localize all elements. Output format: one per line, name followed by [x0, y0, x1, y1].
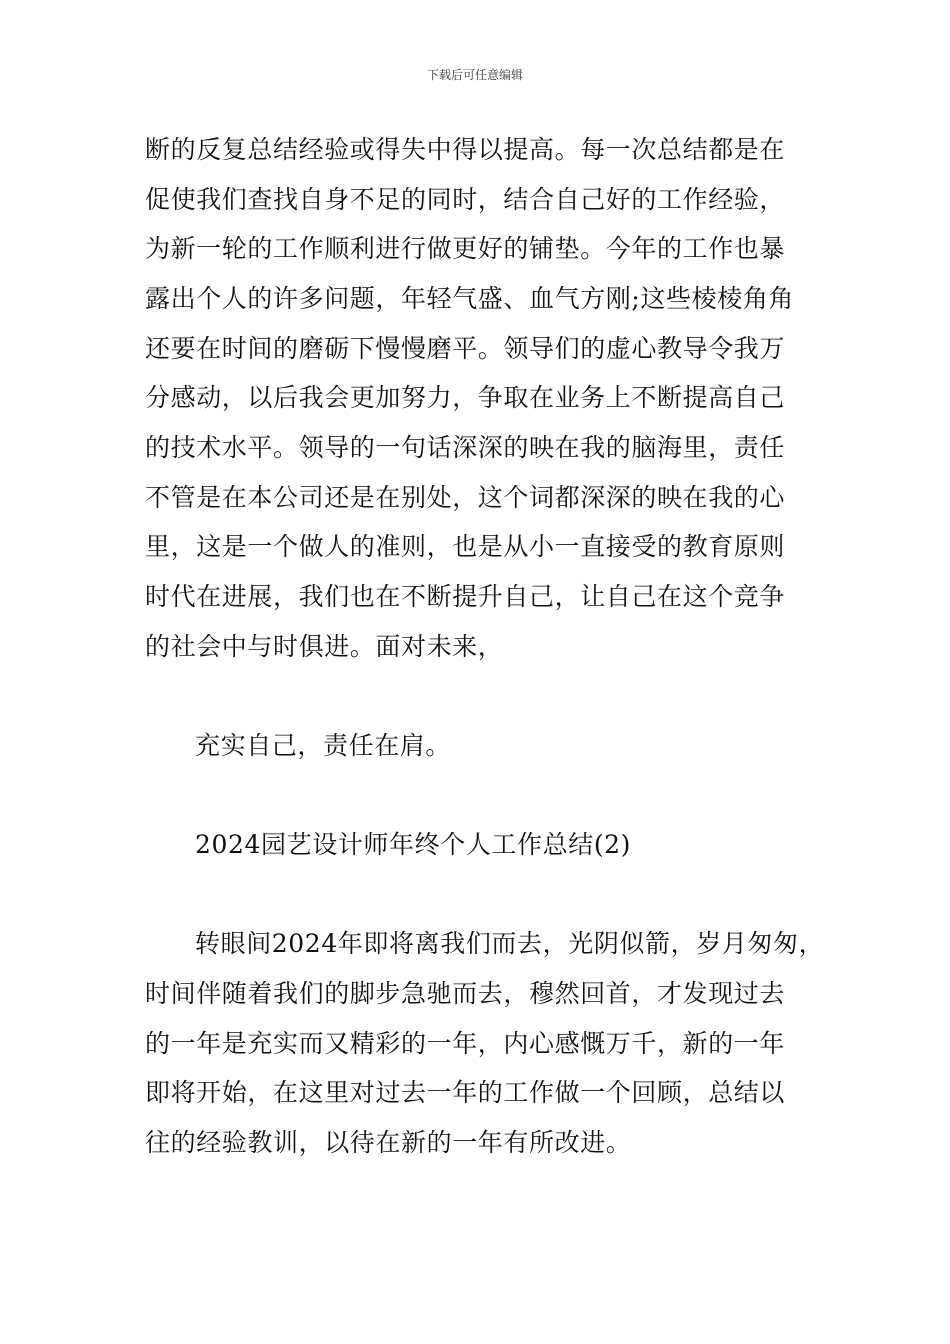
paragraph-line: 的社会中与时俱进。面对未来，: [145, 632, 504, 661]
paragraph-line: 还要在时间的磨砺下慢慢磨平。领导们的虚心教导令我万: [145, 334, 786, 363]
paragraph-line: 不管是在本公司还是在别处，这个词都深深的映在我的心: [145, 483, 786, 512]
paragraph-line: 分感动，以后我会更加努力，争取在业务上不断提高自己: [145, 383, 786, 412]
paragraph-line: 为新一轮的工作顺利进行做更好的铺垫。今年的工作也暴: [145, 234, 786, 263]
paragraph-short: 充实自己，责任在肩。: [195, 731, 452, 760]
section-title: 2024园艺设计师年终个人工作总结(2): [195, 830, 632, 859]
paragraph-line: 里，这是一个做人的准则，也是从小一直接受的教育原则: [145, 532, 786, 561]
paragraph-line: 时间伴随着我们的脚步急驰而去，穆然回首，才发现过去: [145, 979, 786, 1008]
paragraph-line: 转眼间2024年即将离我们而去，光阴似箭，岁月匆匆，: [195, 929, 825, 958]
paragraph-line: 促使我们查找自身不足的同时，结合自己好的工作经验，: [145, 185, 786, 214]
paragraph-line: 往的经验教训，以待在新的一年有所改进。: [145, 1128, 632, 1157]
paragraph-line: 的技术水平。领导的一句话深深的映在我的脑海里，责任: [145, 433, 786, 462]
paragraph-line: 即将开始，在这里对过去一年的工作做一个回顾，总结以: [145, 1078, 786, 1107]
header-note: 下载后可任意编辑: [426, 68, 523, 82]
paragraph-line: 时代在进展，我们也在不断提升自己，让自己在这个竞争: [145, 582, 786, 611]
paragraph-line: 的一年是充实而又精彩的一年，内心感慨万千，新的一年: [145, 1029, 786, 1058]
paragraph-line: 断的反复总结经验或得失中得以提高。每一次总结都是在: [145, 135, 786, 164]
paragraph-line: 露出个人的许多问题，年轻气盛、血气方刚;这些棱棱角角: [145, 284, 795, 313]
